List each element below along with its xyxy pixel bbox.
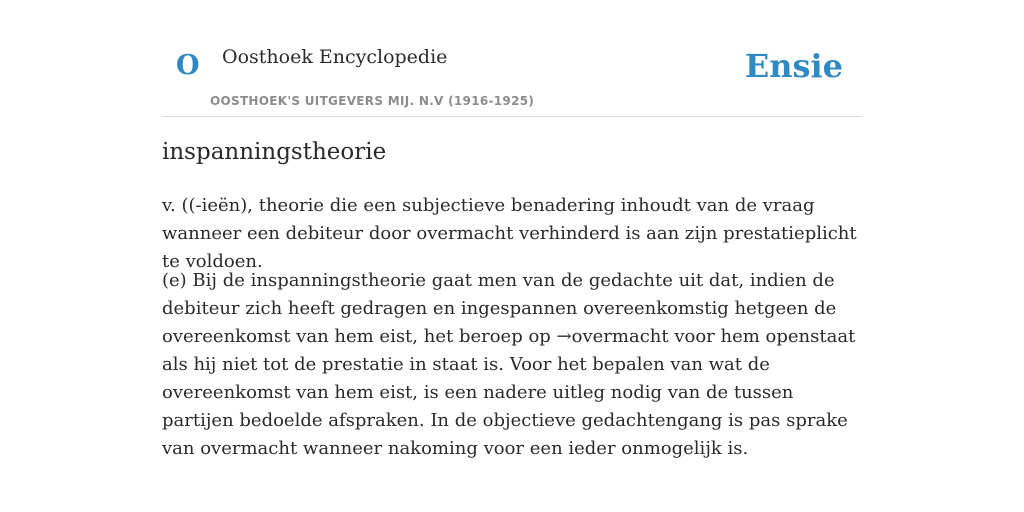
- publisher-subtitle: OOSTHOEK'S UITGEVERS MIJ. N.V (1916-1925): [210, 94, 535, 108]
- site-header: [162, 0, 862, 117]
- brand-logo-link[interactable]: Ensie: [744, 47, 843, 85]
- site-title-link[interactable]: Oosthoek Encyclopedie: [222, 46, 448, 68]
- site-logo-link[interactable]: O: [176, 50, 200, 81]
- entry-body-text-after: voor hem openstaat als hij niet tot de prestatie in staat is. Voor het bepalen van wat de overeenkomst van hem eist, is een nadere uitleg nodig van de tussen partijen bedoelde afspraken. In de objectieve gedachtengang is pas sprake van overmacht wanneer nakoming voor een ieder onmogelijk is.: [162, 326, 856, 459]
- entry-title: inspanningstheorie: [162, 139, 387, 165]
- entry-body: [162, 267, 862, 463]
- entry-definition: v. ((-ieën), theorie die een subjectieve benadering inhoudt van de vraag wanneer een debiteur door overmacht verhinderd is aan zijn prestatieplicht te voldoen.: [162, 195, 857, 272]
- page-container: [162, 0, 862, 459]
- overmacht-link[interactable]: →overmacht: [556, 326, 669, 347]
- entry-body-text-before: (e) Bij de inspanningstheorie gaat men van de gedachte uit dat, indien de debiteur zich heeft gedragen en ingespannen overeenkomstig hetgeen de overeenkomst van hem eist, het beroep op: [162, 270, 837, 347]
